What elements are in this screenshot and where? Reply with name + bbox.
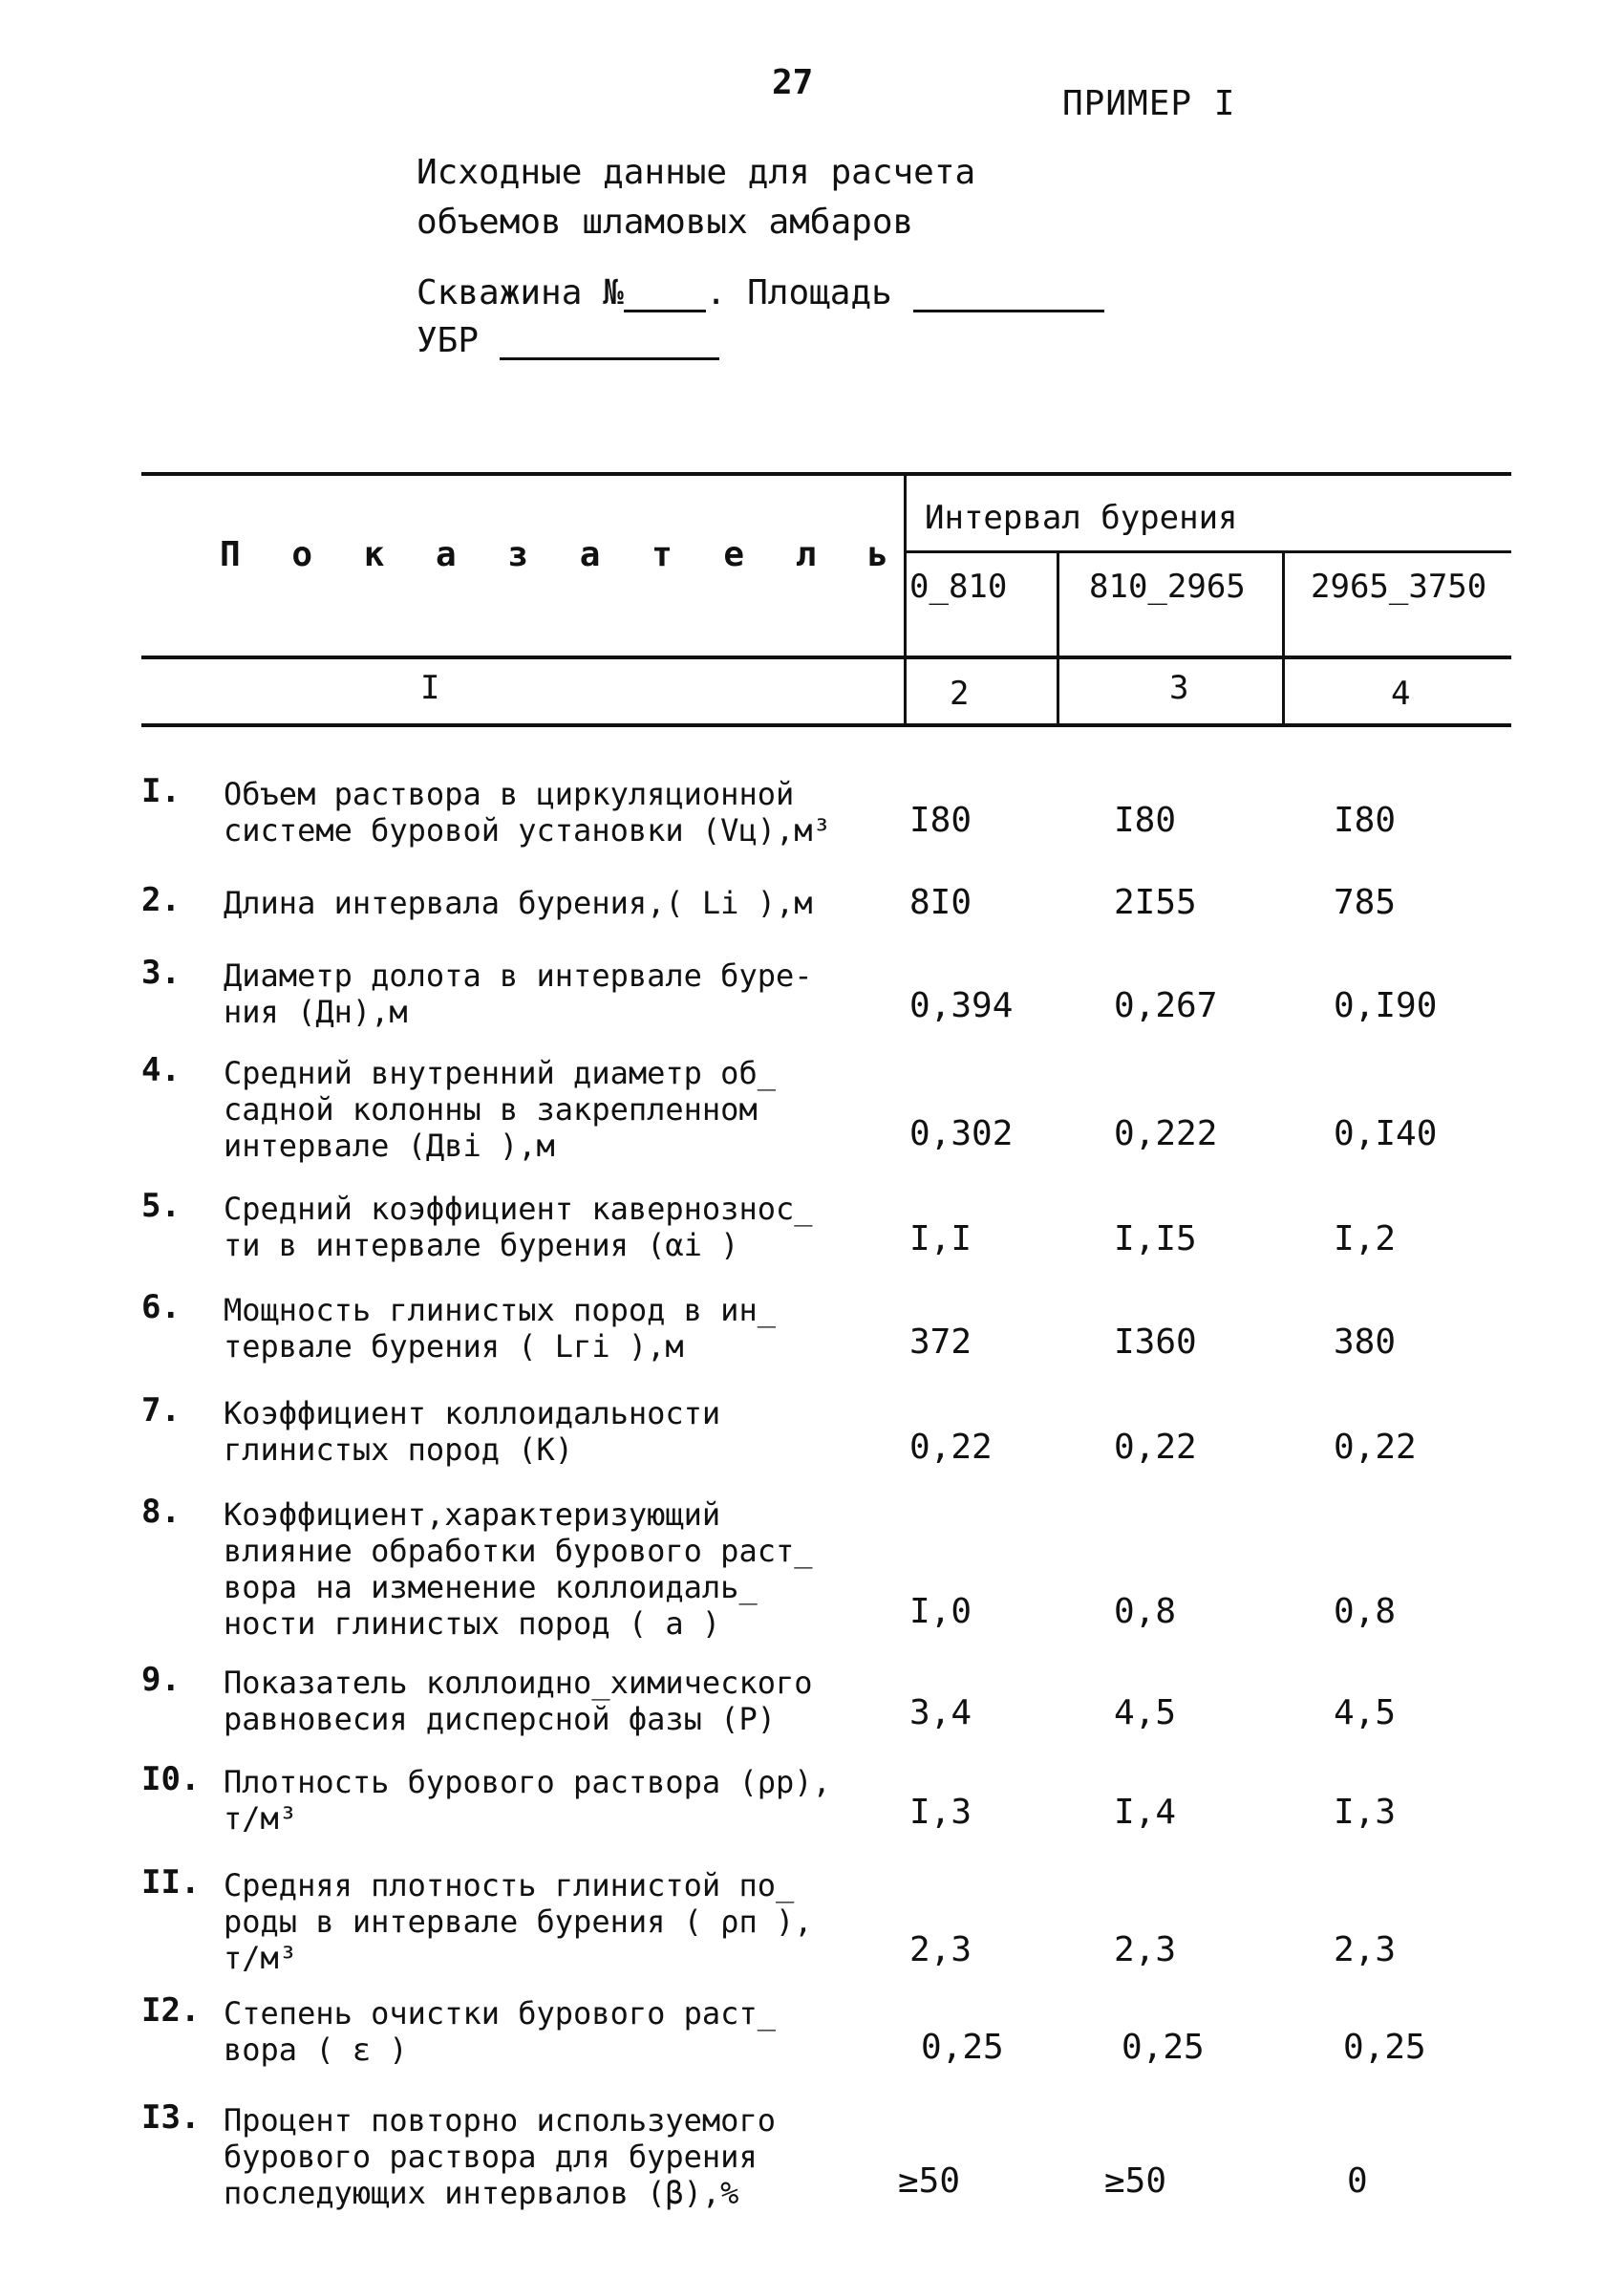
row-parameter: Средняя плотность глинистой по_ роды в интервале бурения ( ρп ), т/м³ xyxy=(224,1867,813,1976)
example-label: ПРИМЕР I xyxy=(1062,84,1236,123)
row-value-col-2: 0,394 xyxy=(909,986,1014,1025)
row-value-col-4: 380 xyxy=(1334,1322,1397,1362)
row-value-col-3: 2I55 xyxy=(1114,883,1197,922)
row-value-col-2: 0,22 xyxy=(909,1428,993,1467)
row-value-col-2: I,0 xyxy=(909,1592,972,1631)
row-value-col-3: 0,222 xyxy=(1114,1114,1218,1153)
well-area-line xyxy=(417,273,1104,312)
row-value-col-3: I,I5 xyxy=(1114,1219,1197,1258)
row-value-col-2: 3,4 xyxy=(909,1693,972,1732)
row-parameter: Диаметр долота в интервале буре- ния (Дн),м xyxy=(224,957,813,1030)
well-number-blank xyxy=(624,310,706,312)
row-value-col-3: I360 xyxy=(1114,1322,1197,1362)
table-top-rule xyxy=(141,472,1511,476)
row-value-col-4: 0,8 xyxy=(1334,1592,1397,1631)
interval-header-1: 0_810 xyxy=(909,568,1008,606)
row-value-col-2: 2,3 xyxy=(909,1930,972,1969)
row-number: I2. xyxy=(141,1991,201,2030)
row-value-col-3: 0,22 xyxy=(1114,1428,1197,1467)
table-column-divider-2 xyxy=(1057,552,1059,726)
table-column-divider-1 xyxy=(904,474,907,726)
row-value-col-2: 0,302 xyxy=(909,1114,1014,1153)
row-number: I0. xyxy=(141,1760,201,1798)
interval-header-3: 2965_3750 xyxy=(1311,568,1487,606)
row-value-col-4: 0,I40 xyxy=(1334,1114,1438,1153)
row-number: 6. xyxy=(141,1288,181,1326)
row-value-col-3: 0,8 xyxy=(1114,1592,1177,1631)
ubr-label: УБР xyxy=(417,321,480,360)
row-value-col-4: 0,25 xyxy=(1343,2028,1426,2067)
column-number-3: 3 xyxy=(1169,669,1189,707)
row-number: 7. xyxy=(141,1391,181,1430)
row-value-col-4: 4,5 xyxy=(1334,1693,1397,1732)
row-value-col-4: I,3 xyxy=(1334,1793,1397,1832)
page-number: 27 xyxy=(772,63,814,102)
row-number: 5. xyxy=(141,1187,181,1225)
interval-group-header: Интервал бурения xyxy=(925,499,1238,537)
document-title-line-2: объемов шламовых амбаров xyxy=(417,203,914,242)
row-number: 9. xyxy=(141,1661,181,1699)
column-number-1: I xyxy=(420,669,440,707)
indicator-column-header: П о к а з а т е л ь xyxy=(220,535,904,574)
row-number: 2. xyxy=(141,881,181,919)
row-value-col-3: I80 xyxy=(1114,801,1177,840)
interval-group-rule xyxy=(906,550,1511,553)
row-value-col-4: 0,I90 xyxy=(1334,986,1438,1025)
row-number: I3. xyxy=(141,2098,201,2137)
row-parameter: Коэффициент коллоидальности глинистых пород (К) xyxy=(224,1395,721,1468)
row-parameter: Показатель коллоидно_химического равновесия дисперсной фазы (P) xyxy=(224,1665,813,1737)
row-value-col-3: I,4 xyxy=(1114,1793,1177,1832)
table-column-divider-3 xyxy=(1282,552,1285,726)
row-number: 8. xyxy=(141,1493,181,1531)
row-number: 4. xyxy=(141,1051,181,1089)
row-value-col-2: ≥50 xyxy=(898,2161,961,2201)
row-value-col-4: 785 xyxy=(1334,883,1397,922)
row-value-col-3: 0,267 xyxy=(1114,986,1218,1025)
header-bottom-rule xyxy=(141,656,1511,659)
ubr-blank xyxy=(500,357,719,360)
area-blank xyxy=(913,310,1104,312)
row-value-col-2: I,I xyxy=(909,1219,972,1258)
row-number: 3. xyxy=(141,954,181,992)
row-value-col-3: 4,5 xyxy=(1114,1693,1177,1732)
row-value-col-4: 2,3 xyxy=(1334,1930,1397,1969)
well-label: Скважина № xyxy=(417,273,624,312)
row-parameter: Коэффициент,характеризующий влияние обработки бурового раст_ вора на изменение коллоидаль_ ности глинистых пород ( a ) xyxy=(224,1496,813,1642)
row-number: I. xyxy=(141,772,181,810)
row-parameter: Средний внутренний диаметр об_ садной колонны в закрепленном интервале (Двi ),м xyxy=(224,1055,776,1164)
row-value-col-3: 0,25 xyxy=(1122,2028,1205,2067)
row-parameter: Длина интервала бурения,( Li ),м xyxy=(224,885,813,921)
row-value-col-2: 0,25 xyxy=(921,2028,1004,2067)
column-number-4: 4 xyxy=(1391,675,1411,713)
row-value-col-4: I80 xyxy=(1334,801,1397,840)
row-value-col-2: I80 xyxy=(909,801,972,840)
column-number-2: 2 xyxy=(950,675,970,713)
row-value-col-2: I,3 xyxy=(909,1793,972,1832)
row-value-col-3: ≥50 xyxy=(1104,2161,1167,2201)
row-value-col-4: 0 xyxy=(1347,2161,1368,2201)
row-parameter: Средний коэффициент кавернознос_ ти в интервале бурения (αi ) xyxy=(224,1191,813,1263)
row-parameter: Объем раствора в циркуляционной системе буровой установки (Vц),м³ xyxy=(224,776,831,849)
row-value-col-3: 2,3 xyxy=(1114,1930,1177,1969)
row-parameter: Плотность бурового раствора (ρр), т/м³ xyxy=(224,1764,831,1837)
row-parameter: Мощность глинистых пород в ин_ тервале бурения ( Lгi ),м xyxy=(224,1292,776,1365)
interval-header-2: 810_2965 xyxy=(1089,568,1246,606)
row-parameter: Процент повторно используемого бурового раствора для бурения последующих интервалов (β),% xyxy=(224,2102,776,2211)
row-number: II. xyxy=(141,1863,201,1902)
row-value-col-2: 372 xyxy=(909,1322,972,1362)
document-title-line-1: Исходные данные для расчета xyxy=(417,153,976,192)
ubr-line xyxy=(417,321,719,360)
row-value-col-4: I,2 xyxy=(1334,1219,1397,1258)
area-label: . Площадь xyxy=(705,273,892,312)
column-numbers-bottom-rule xyxy=(141,723,1511,727)
row-value-col-2: 8I0 xyxy=(909,883,972,922)
row-parameter: Степень очистки бурового раст_ вора ( ε ) xyxy=(224,1995,776,2068)
row-value-col-4: 0,22 xyxy=(1334,1428,1417,1467)
